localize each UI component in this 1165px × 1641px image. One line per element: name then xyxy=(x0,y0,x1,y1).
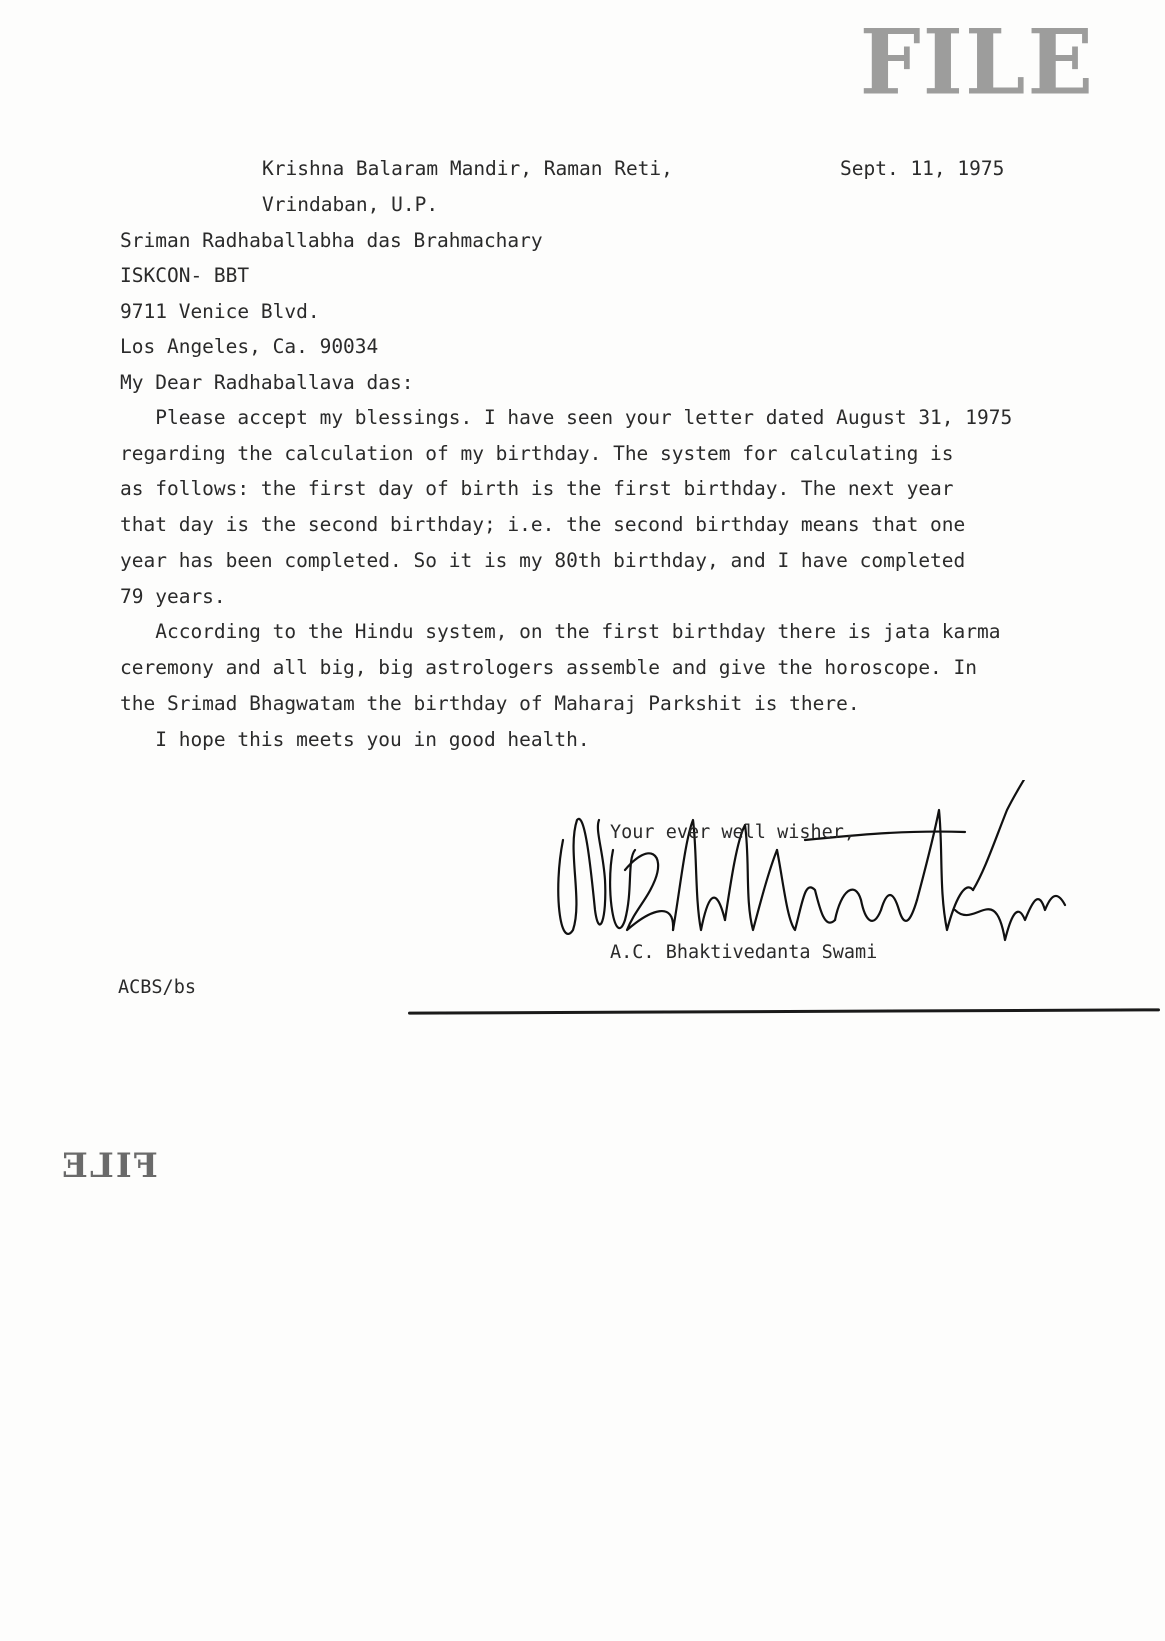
salutation: My Dear Radhaballava das: xyxy=(120,371,414,394)
sender-address-line-1: Krishna Balaram Mandir, Raman Reti, xyxy=(262,157,673,180)
file-stamp-top: FILE xyxy=(859,9,1095,116)
body-line: that day is the second birthday; i.e. the second birthday means that one xyxy=(120,513,966,536)
body-line: year has been completed. So it is my 80th birthday, and I have completed xyxy=(120,549,966,572)
file-stamp-bottom: FILE xyxy=(60,1146,158,1186)
recipient-line: Sriman Radhaballabha das Brahmachary xyxy=(120,229,543,252)
sender-address-line-2: Vrindaban, U.P. xyxy=(262,193,439,216)
body-line: as follows: the first day of birth is the first birthday. The next year xyxy=(120,477,954,500)
body-line: the Srimad Bhagwatam the birthday of Maharaj Parkshit is there. xyxy=(120,692,860,715)
body-line: Please accept my blessings. I have seen your letter dated August 31, 1975 xyxy=(120,406,1013,429)
signatory-name: A.C. Bhaktivedanta Swami xyxy=(610,942,878,963)
closing: Your ever well wisher, xyxy=(610,822,856,843)
body-line: 79 years. xyxy=(120,585,226,608)
recipient-line: Los Angeles, Ca. 90034 xyxy=(120,335,379,358)
body-line: According to the Hindu system, on the first birthday there is jata karma xyxy=(120,620,1001,643)
body-line: regarding the calculation of my birthday. The system for calculating is xyxy=(120,442,954,465)
reference-initials: ACBS/bs xyxy=(118,977,196,998)
recipient-line: 9711 Venice Blvd. xyxy=(120,300,320,323)
signature-underline xyxy=(408,1008,1160,1014)
body-line: ceremony and all big, big astrologers assemble and give the horoscope. In xyxy=(120,656,978,679)
body-line: I hope this meets you in good health. xyxy=(120,728,590,751)
recipient-line: ISKCON- BBT xyxy=(120,264,250,287)
letter-date: Sept. 11, 1975 xyxy=(840,157,1005,180)
